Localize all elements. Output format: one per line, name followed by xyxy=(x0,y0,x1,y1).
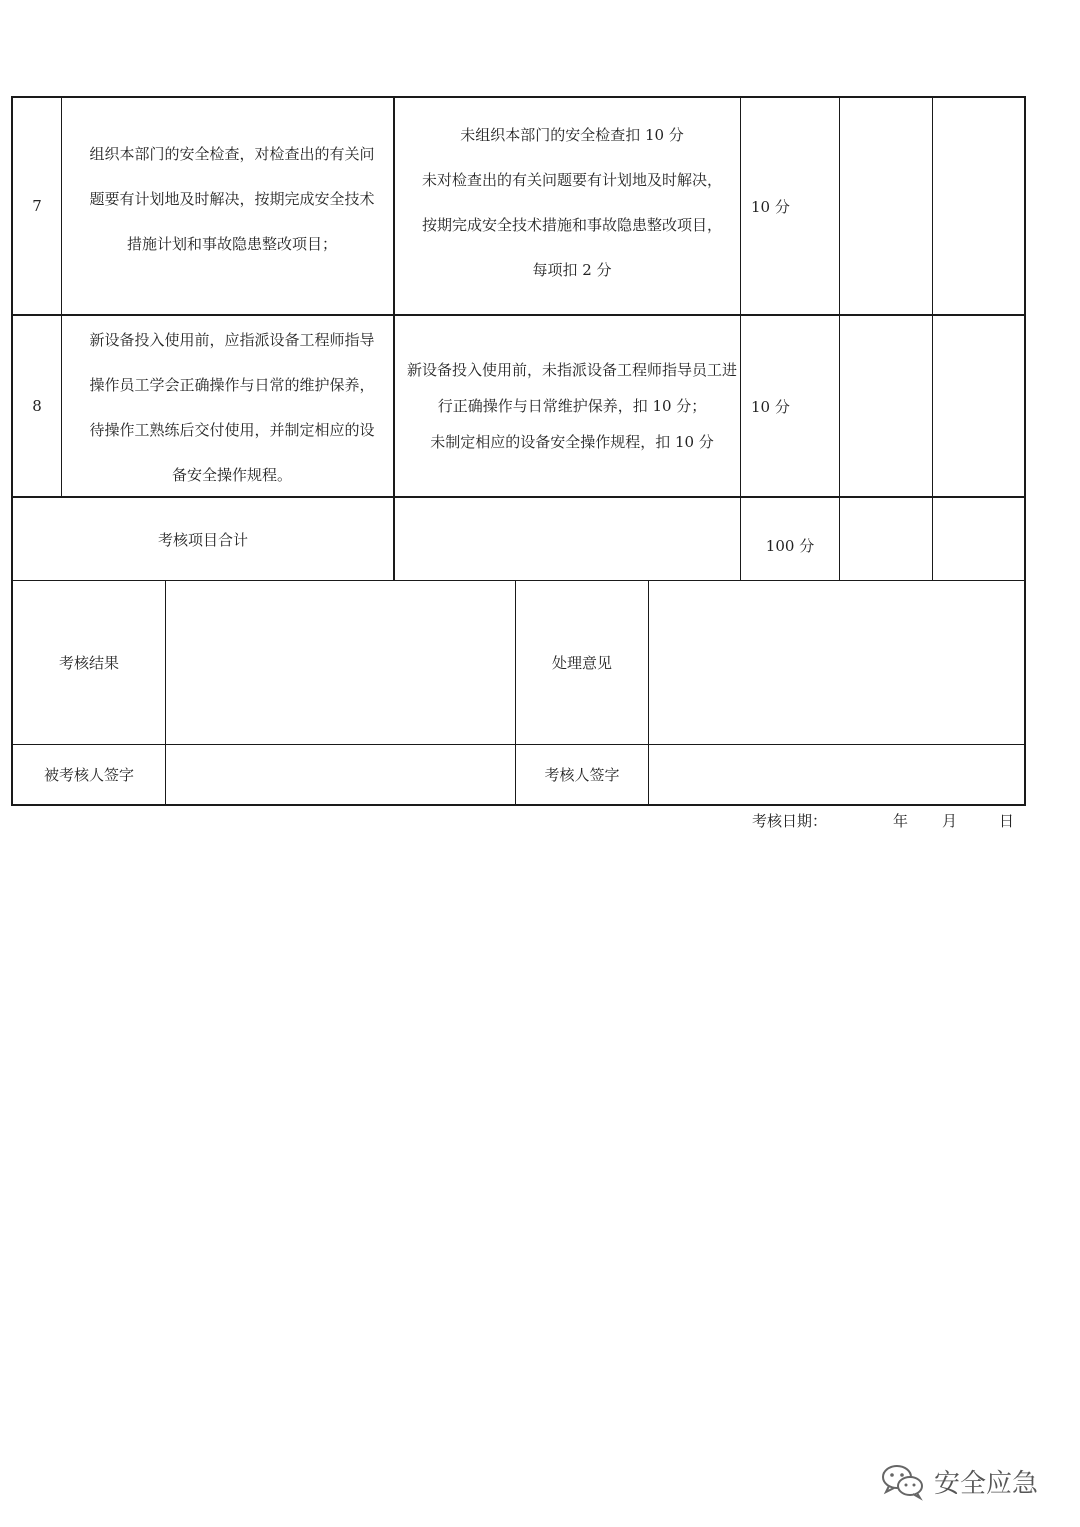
date-year: 年 xyxy=(893,811,909,830)
total-deduction-cell[interactable] xyxy=(840,498,932,580)
total-label: 考核项目合计 xyxy=(157,530,248,549)
wechat-icon xyxy=(880,1461,926,1501)
result-label: 考核结果 xyxy=(58,654,119,672)
date-label: 考核日期： xyxy=(752,811,828,830)
actual-score-cell[interactable] xyxy=(933,316,1024,496)
date-month: 月 xyxy=(942,811,958,830)
deduction-cell[interactable] xyxy=(840,316,932,496)
opinion-label: 处理意见 xyxy=(551,654,612,672)
assessor-signature-label: 考核人签字 xyxy=(544,766,620,784)
row-number: 8 xyxy=(32,397,42,415)
watermark xyxy=(880,1456,1038,1506)
assessee-signature-cell[interactable] xyxy=(166,745,515,804)
total-score: 100 分 xyxy=(765,536,815,555)
actual-score-cell[interactable] xyxy=(933,98,1024,314)
result-input-cell[interactable] xyxy=(166,581,515,744)
scoring-criteria: 新设备投入使用前，未指派设备工程师指导员工进 行正确操作与日常维护保养，扣 10 分； 未制定相应的设备安全操作规程，扣 10 分 xyxy=(406,361,737,451)
assessor-signature-cell[interactable] xyxy=(649,745,1024,804)
assessment-date xyxy=(752,808,827,832)
assessee-signature-label: 被考核人签字 xyxy=(43,766,134,784)
standard-score: 10 分 xyxy=(751,197,790,216)
row-number: 7 xyxy=(32,197,42,215)
opinion-input-cell[interactable] xyxy=(649,581,1024,744)
standard-score: 10 分 xyxy=(751,397,790,416)
scoring-criteria: 未组织本部门的安全检查扣 10 分 未对检查出的有关问题要有计划地及时解决， 按期完成安全技术措施和事故隐患整改项目， 每项扣 2 分 xyxy=(421,126,722,279)
deduction-cell[interactable] xyxy=(840,98,932,314)
total-actual-cell[interactable] xyxy=(933,498,1024,580)
total-criteria-cell[interactable] xyxy=(395,498,740,580)
watermark-text: 安全应急 xyxy=(934,1468,1039,1499)
assessment-content: 组织本部门的安全检查，对检查出的有关问 题要有计划地及时解决，按期完成安全技术 措施计划和事故隐患整改项目； xyxy=(89,144,375,253)
date-day: 日 xyxy=(999,811,1015,830)
assessment-content: 新设备投入使用前，应指派设备工程师指导 操作员工学会正确操作与日常的维护保养， 待操作工熟练后交付使用，并制定相应的设 备安全操作规程。 xyxy=(89,331,375,484)
